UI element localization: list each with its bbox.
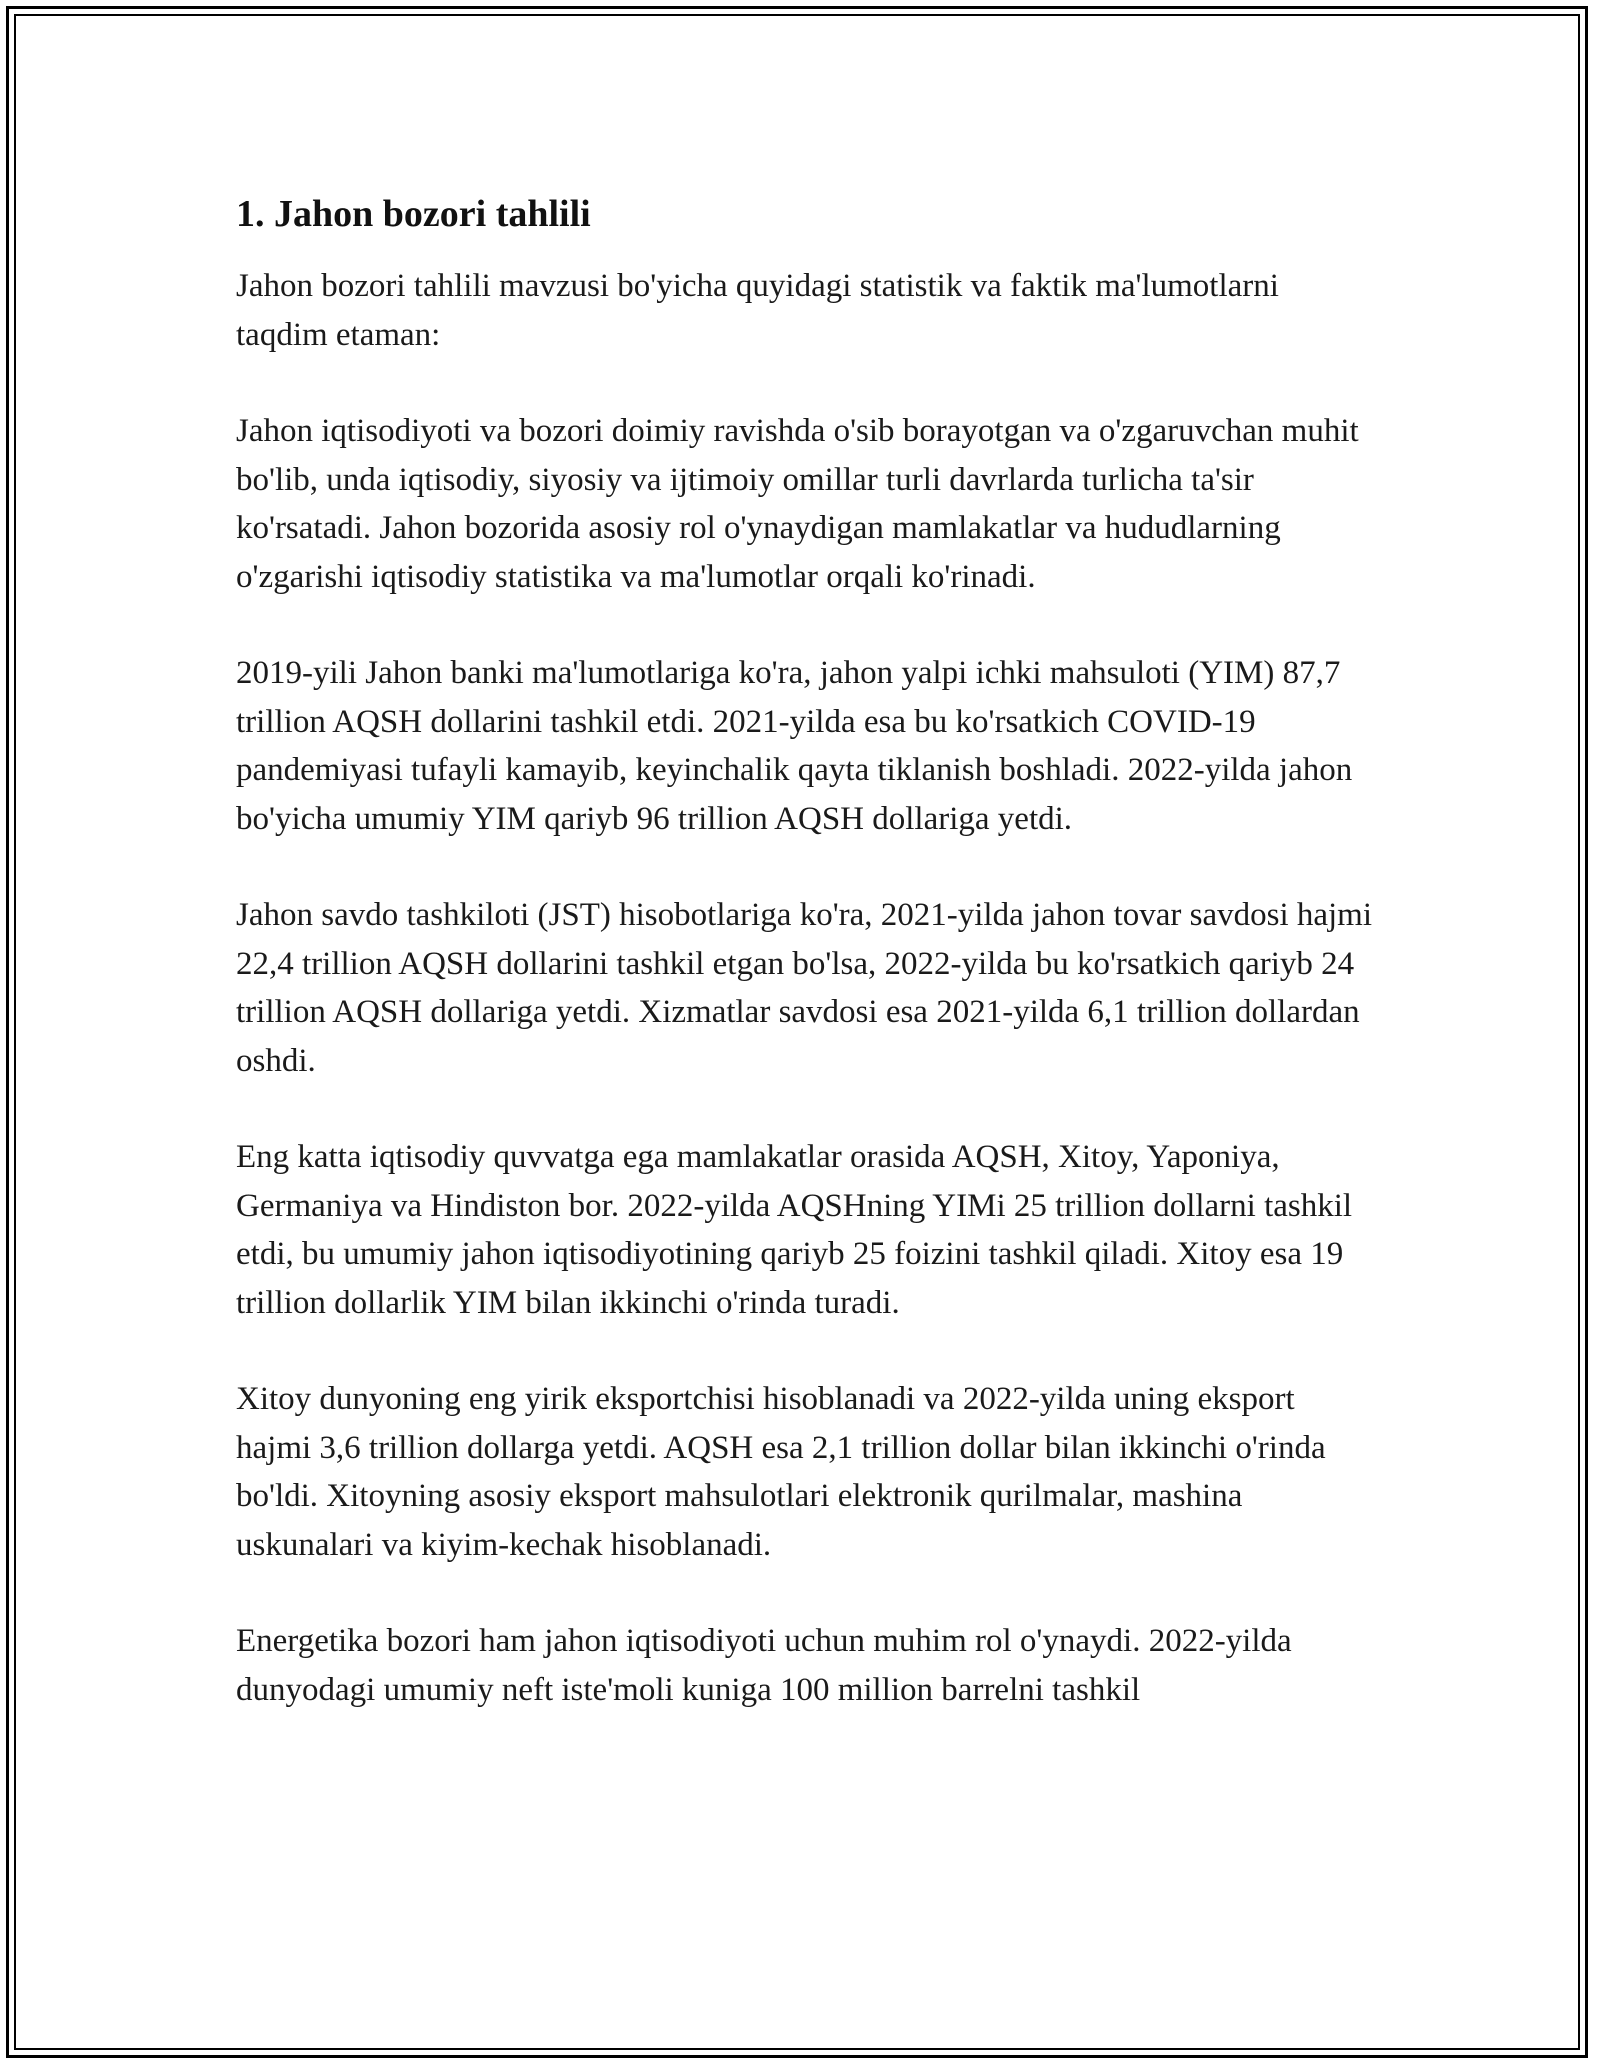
paragraph-exports: Xitoy dunyoning eng yirik eksportchisi hisoblanadi va 2022-yilda uning eksport hajmi 3,6 trillion dollarga yetdi. AQSH esa 2,1 trillion dollar bilan ikkinchi o'rinda bo'ldi. Xitoyning asosiy eksport mahsulotlari elektronik qurilmalar, mashina uskunalari va kiyim-kechak hisoblanadi. [236, 1381, 1326, 1563]
paragraph-trade: Jahon savdo tashkiloti (JST) hisobotlariga ko'ra, 2021-yilda jahon tovar savdosi hajmi 22,4 trillion AQSH dollarini tashkil etgan bo'lsa, 2022-yilda bu ko'rsatkich qariyb 24 trillion AQSH dollariga yetdi. Xizmatlar savdosi esa 2021-yilda 6,1 trillion dollardan oshdi. [236, 897, 1373, 1079]
paragraph-largest-economies: Eng katta iqtisodiy quvvatga ega mamlakatlar orasida AQSH, Xitoy, Yaponiya, Germaniya va Hindiston bor. 2022-yilda AQSHning YIMi 25 trillion dollarni tashkil etdi, bu umumiy jahon iqtisodiyotining qariyb 25 foizini tashkil qiladi. Xitoy esa 19 trillion dollarlik YIM bilan ikkinchi o'rinda turadi. [236, 1139, 1353, 1321]
paragraph-world-economy: Jahon iqtisodiyoti va bozori doimiy ravishda o'sib borayotgan va o'zgaruvchan muhit bo'lib, unda iqtisodiy, siyosiy va ijtimoiy omillar turli davrlarda turlicha ta'sir ko'rsatadi. Jahon bozorida asosiy rol o'ynaydigan mamlakatlar va hududlarning o'zgarishi iqtisodiy statistika va ma'lumotlar orqali ko'rinadi. [236, 413, 1359, 595]
document-body [236, 186, 1376, 1762]
paragraph-intro: Jahon bozori tahlili mavzusi bo'yicha quyidagi statistik va faktik ma'lumotlarni taqdim etaman: [236, 268, 1279, 353]
paragraph-gdp: 2019-yili Jahon banki ma'lumotlariga ko'ra, jahon yalpi ichki mahsuloti (YIM) 87,7 trillion AQSH dollarini tashkil etdi. 2021-yilda esa bu ko'rsatkich COVID-19 pandemiyasi tufayli kamayib, keyinchalik qayta tiklanish boshladi. 2022-yilda jahon bo'yicha umumiy YIM qariyb 96 trillion AQSH dollariga yetdi. [236, 655, 1353, 837]
section-heading: 1. Jahon bozori tahlili [236, 193, 591, 235]
paragraph-energy: Energetika bozori ham jahon iqtisodiyoti uchun muhim rol o'ynaydi. 2022-yilda dunyodagi umumiy neft iste'moli kuniga 100 million barrelni tashkil [236, 1623, 1292, 1708]
